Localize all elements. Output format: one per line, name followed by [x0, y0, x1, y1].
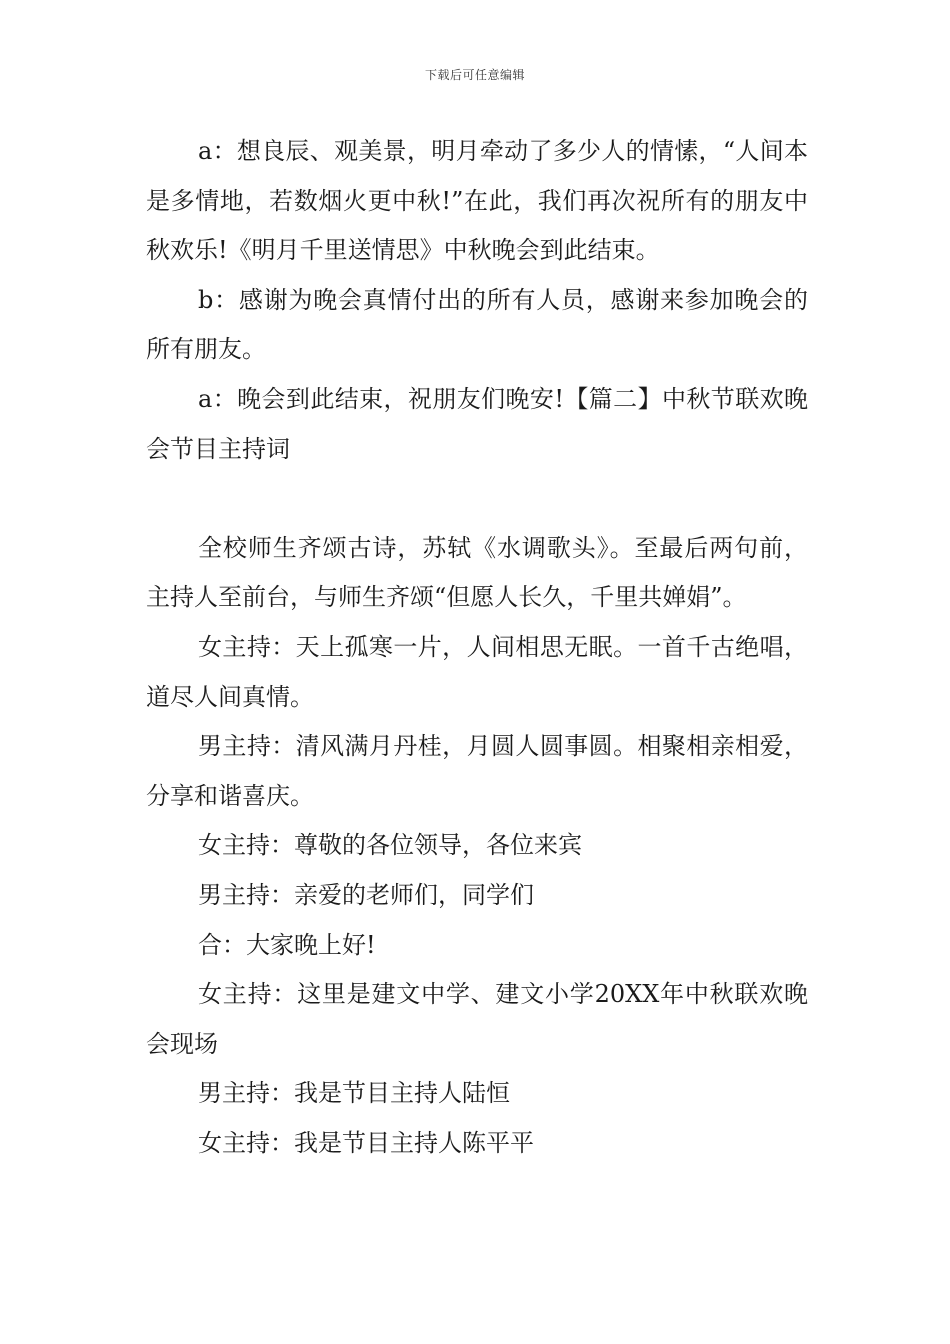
paragraph: 男主持：我是节目主持人陆恒: [198, 1079, 510, 1108]
paragraph: 女主持：我是节目主持人陈平平: [198, 1128, 534, 1157]
paragraph: 女主持：这里是建文中学、建文小学20XX年中秋联欢晚会现场: [146, 980, 808, 1058]
paragraph: 全校师生齐颂古诗，苏轼《水调歌头》。至最后两句前，主持人至前台，与师生齐颂“但愿人长久，千里共婵娟”。: [146, 533, 808, 612]
document-body: [146, 127, 808, 1168]
page-header: 下载后可任意编辑: [424, 68, 525, 82]
blank-line: [146, 474, 808, 524]
paragraph: 合：大家晚上好!: [198, 930, 376, 959]
paragraph: 女主持：尊敬的各位领导，各位来宾: [198, 831, 582, 860]
paragraph: 男主持：清风满月丹桂，月圆人圆事圆。相聚相亲相爱，分享和谐喜庆。: [146, 732, 808, 810]
paragraph: a：想良辰、观美景，明月牵动了多少人的情愫，“人间本是多情地，若数烟火更中秋!”在此，我们再次祝所有的朋友中秋欢乐!《明月千里送情思》中秋晚会到此结束。: [146, 137, 808, 265]
paragraph: 女主持：天上孤寒一片，人间相思无眠。一首千古绝唱，道尽人间真情。: [146, 632, 808, 711]
paragraph: b：感谢为晚会真情付出的所有人员，感谢来参加晚会的所有朋友。: [146, 285, 808, 364]
paragraph: a：晚会到此结束，祝朋友们晚安!【篇二】中秋节联欢晚会节目主持词: [146, 384, 808, 463]
paragraph: 男主持：亲爱的老师们，同学们: [198, 880, 534, 909]
